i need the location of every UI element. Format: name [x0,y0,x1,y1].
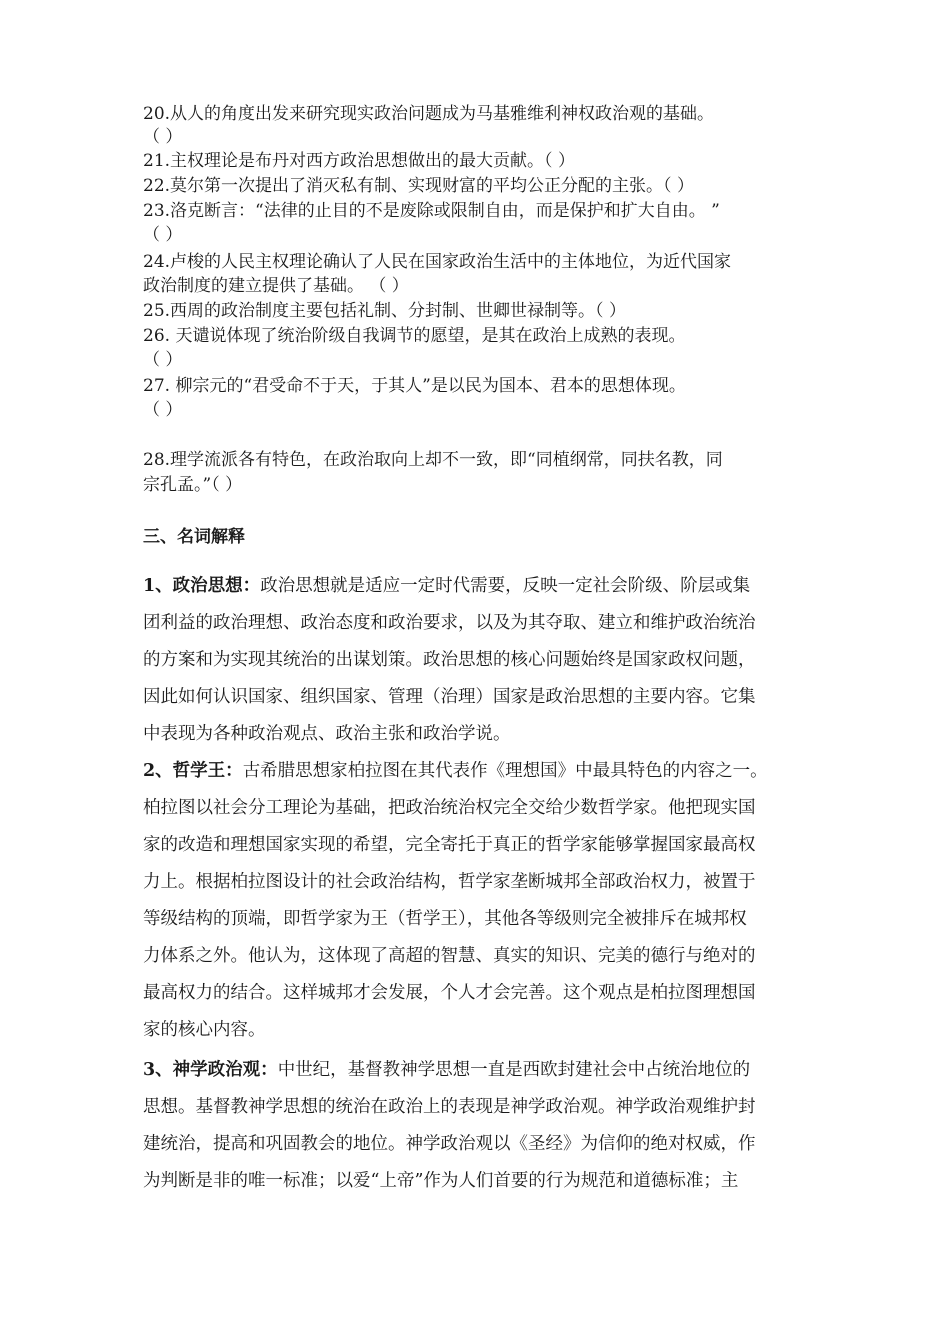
definition-2-line-1 [143,753,768,790]
answer-blank-23: （ ） [143,225,183,245]
definition-term: 1、政治思想： [143,576,261,596]
definition-2-line-4: 力上。根据柏拉图设计的社会政治结构，哲学家垄断城邦全部政治权力，被置于 [143,872,756,892]
definition-2-line-8: 家的核心内容。 [143,1020,266,1040]
definition-2-line-5: 等级结构的顶端，即哲学家为王（哲学王），其他各等级则完全被排斥在城邦权 [143,909,747,929]
question-26: 26. 天谴说体现了统治阶级自我调节的愿望，是其在政治上成熟的表现。 [143,326,686,346]
section-heading: 三、名词解释 [143,527,245,547]
definition-text: 政治思想就是适应一定时代需要，反映一定社会阶级、阶层或集 [260,576,751,596]
definition-1-line-1 [143,568,750,605]
question-22: 22.莫尔第一次提出了消灭私有制、实现财富的平均公正分配的主张。（ ） [143,176,694,196]
question-20: 20.从人的角度出发来研究现实政治问题成为马基雅维利神权政治观的基础。 [143,104,715,124]
question-27: 27. 柳宗元的“君受命不于天，于其人”是以民为国本、君本的思想体现。 [143,376,686,396]
definition-term: 2、哲学王： [143,761,243,781]
definition-2-line-2: 柏拉图以社会分工理论为基础，把政治统治权完全交给少数哲学家。他把现实国 [143,798,756,818]
definition-2-line-7: 最高权力的结合。这样城邦才会发展，个人才会完善。这个观点是柏拉图理想国 [143,983,756,1003]
definition-term: 3、神学政治观： [143,1060,278,1080]
question-25: 25.西周的政治制度主要包括礼制、分封制、世卿世禄制等。（ ） [143,301,626,321]
definition-3-line-1 [143,1052,750,1089]
question-24-cont: 政治制度的建立提供了基础。 （ ） [143,276,409,296]
question-28-cont: 宗孔孟。”（ ） [143,475,243,495]
answer-blank-27: （ ） [143,400,183,420]
definition-1-line-2: 团利益的政治理想、政治态度和政治要求，以及为其夺取、建立和维护政治统治 [143,613,756,633]
definition-2-line-3: 家的改造和理想国家实现的希望，完全寄托于真正的哲学家能够掌握国家最高权 [143,835,756,855]
question-24: 24.卢梭的人民主权理论确认了人民在国家政治生活中的主体地位，为近代国家 [143,252,732,272]
definition-3-line-2: 思想。基督教神学思想的统治在政治上的表现是神学政治观。神学政治观维护封 [143,1097,756,1117]
question-21: 21.主权理论是布丹对西方政治思想做出的最大贡献。（ ） [143,151,575,171]
definition-text: 中世纪，基督教神学思想一直是西欧封建社会中占统治地位的 [277,1060,751,1080]
definition-3-line-4: 为判断是非的唯一标准；以爱“上帝”作为人们首要的行为规范和道德标准；主 [143,1171,739,1191]
definition-3-line-3: 建统治，提高和巩固教会的地位。神学政治观以《圣经》为信仰的绝对权威，作 [143,1134,756,1154]
definition-2-line-6: 力体系之外。他认为，这体现了高超的智慧、真实的知识、完美的德行与绝对的 [143,946,756,966]
definition-1-line-3: 的方案和为实现其统治的出谋划策。政治思想的核心问题始终是国家政权问题， [143,650,756,670]
answer-blank-20: （ ） [143,127,183,147]
definition-1-line-4: 因此如何认识国家、组织国家、管理（治理）国家是政治思想的主要内容。它集 [143,687,756,707]
question-28: 28.理学流派各有特色，在政治取向上却不一致，即“同植纲常，同扶名教，同 [143,450,723,470]
answer-blank-26: （ ） [143,350,183,370]
definition-text: 古希腊思想家柏拉图在其代表作《理想国》中最具特色的内容之一。 [242,761,768,781]
definition-1-line-5: 中表现为各种政治观点、政治主张和政治学说。 [143,724,511,744]
question-23: 23.洛克断言：“法律的止目的不是废除或限制自由，而是保护和扩大自由。 ” [143,201,720,221]
